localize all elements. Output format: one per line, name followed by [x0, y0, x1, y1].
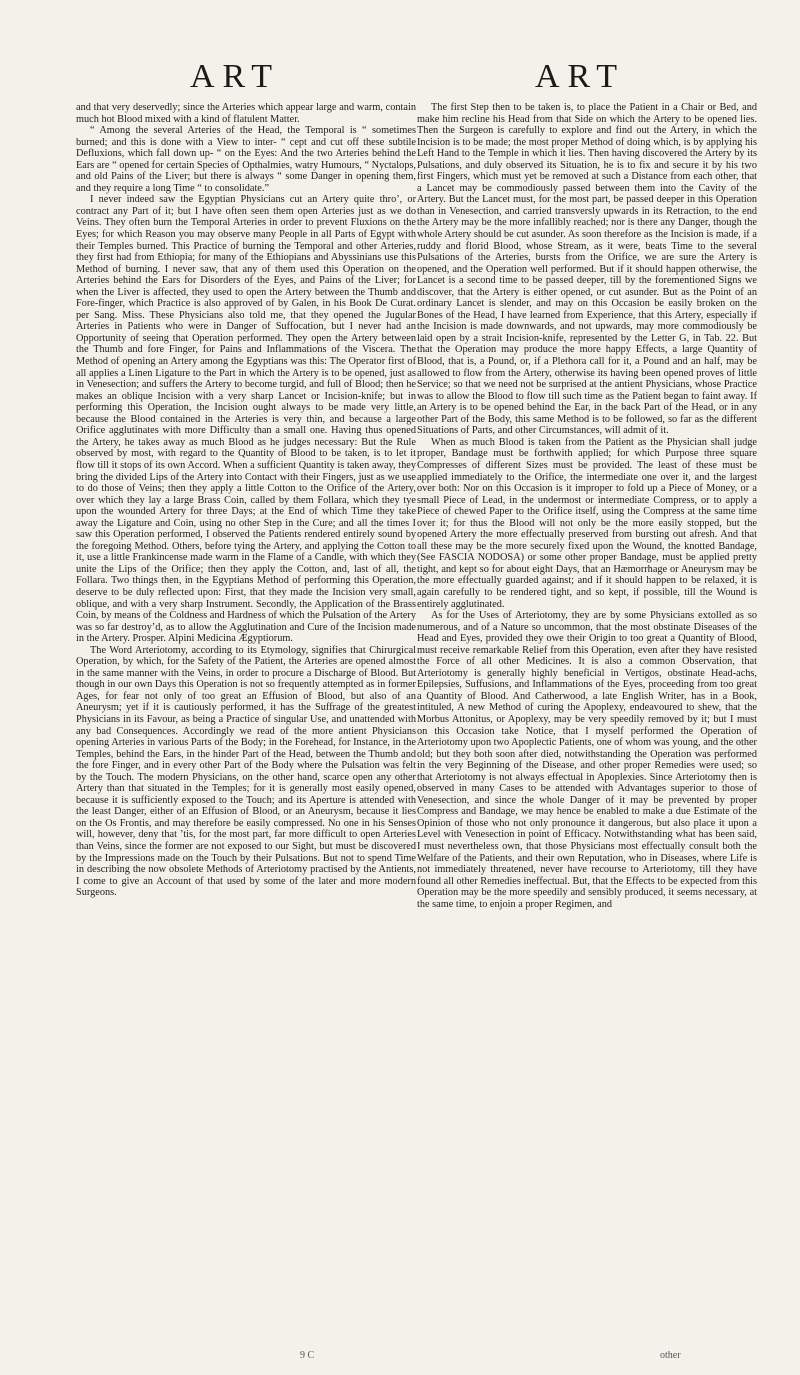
paragraph: “ Among the several Arteries of the Head, the Temporal is “ sometimes burned; and this is done with a View to inter- “ cept and cut off these subtile Defluxions, which fall down up- “ on the Eyes: And the two Arteries behind the Ears are “ opened for certain Species of Opthalmies, watry Humours, “ Nyctalops, and old Pains of the Liver; but there is always “ some Danger in opening them, and they require a long Time “ to consolidate.”: [76, 125, 416, 194]
running-head: [0, 58, 800, 98]
paragraph: I never indeed saw the Egyptian Physicians cut an Artery quite thro’, or contract any Part of it; but I have often seen them open Arteries just as we do Veins. They often burn the Temporal Arteries in order to prevent Fluxions on the Eyes; for which Reason you may observe many People in all Parts of Egypt with their Temples burned. This Practice of burning the Temporal and other Arteries, they first had from Ethiopia; for many of the Ethiopians and Abyssinians use this Method of burning. I never saw, that any of them used this Operation on the Arteries behind the Ears for Disorders of the Eyes, and Pains of the Liver; for when the Liver is affected, they used to open the Artery between the Thumb and Fore-finger, which Practice is also approved of by Galen, in his Book De Curat. per Sang. Miss. These Physicians also told me, that they opened the Jugular Arteries in Patients who were in Danger of Suffocation, but I never had an Opportunity of seeing that Operation performed. They open the Artery between the Thumb and fore Finger, for Pains and Inflammations of the Viscera. The Method of opening an Artery among the Egyptians was this: The Operator first of all applies a Linen Ligature to the Part in which the Artery is to be opened, just as in Venesection; and suffers the Artery to become turgid, and full of Blood; then he makes an oblique Incision with a very sharp Lancet or Incision-knife; but in performing this Operation, the Incision ought always to be made very little, because the Blood contained in the Arteries is very thin, and because a large Orifice agglutinates with more Difficulty than a small one. Having thus opened the Artery, he takes away as much Blood as he judges necessary: But the Rule observed by most, with regard to the Quantity of Blood to be taken, is to let it flow till it stops of its own Accord. When a sufficient Quantity is taken away, they bring the divided Lips of the Artery into Contact with their Fingers, just as we use to do those of Veins; then they apply a little Cotton to the Orifice of the Artery, over which they lay a large Brass Coin, called by them Follara, which they tye upon the wounded Artery for three Days; at the End of which Time they take away the Ligature and Coin, using no other Step in the Cure; and all the times I saw this Operation performed, I observed the Patients rendered entirely sound by the foregoing Method. Others, before tying the Artery, and applying the Cotton to it, use a little Frankincense made warm in the Flame of a Candle, with which they unite the Lips of the Orifice; then they apply the Cotton, and, last of all, the Follara. Two things then, in the Egyptians Method of performing this Operation, deserve to be duly reflected upon: First, that they made the Incision very small, oblique, and with a very sharp Instrument. Secondly, the Application of the Brass Coin, by means of the Coldness and Hardness of which the Pulsation of the Artery was so far destroy’d, as to allow the Agglutination and Cure of the Incision made in the Artery. Prosper. Alpini Medicina Ægyptiorum.: [76, 194, 416, 645]
signature-mark: 9 C: [300, 1350, 315, 1361]
running-title-left: ART: [190, 58, 280, 95]
paragraph: As for the Uses of Arteriotomy, they are by some Physicians extolled as so numerous, and of a Nature so uncommon, that the most obstinate Diseases of the Head and Eyes, provided they owe their Origin to too great a Quantity of Blood, must receive remarkable Relief from this Operation, even after they have resisted the Force of all other Medicines. It is also a common Observation, that Arteriotomy is generally highly beneficial in Vertigos, obstinate Head-achs, Epilepsies, Suffusions, and Inflammations of the Eyes, proceeding from too great a Quantity of Blood. And Catherwood, a late English Writer, has in a Book, intituled, A new Method of curing the Apoplexy, endeavoured to shew, that the Morbus Attonitus, or Apoplexy, may be very speedily removed by it; but I must on this Occasion take Notice, that I myself performed the Operation of Arteriotomy upon two Apoplectic Patients, one of whom was young, and the other old; but they both soon after died, notwithstanding the Operation was performed in the very Beginning of the Disease, and other proper Remedies were used; so that Arteriotomy is not always effectual in Apoplexies. Since Arteriotomy then is observed in many Cases to be attended with Advantages superior to those of Venesection, and since the whole Danger of it may be prevented by proper Compress and Bandage, we may hence be enabled to make a due Estimate of the Opinion of those who not only pronounce it dangerous, but also place it upon a Level with Venesection in point of Efficacy. Notwithstanding what has been said, I must nevertheless own, that those Physicians most effectually consult both the Welfare of the Patients, and their own Reputation, who in Diseases, where Life is not immediately threatened, never have recourse to Arteriotomy, till they have found all other Remedies ineffectual. But, that the Effects to be expected from this Operation may be the more speedily and sensibly produced, it seems necessary, at the same time, to enjoin a proper Regimen, and: [417, 610, 757, 910]
paragraph: The first Step then to be taken is, to place the Patient in a Chair or Bed, and make him recline his Head from that Side on which the Artery to be opened lies. Then the Surgeon is carefully to explore and find out the Artery, in which the Incision is to be made; the most proper Method of doing which, is by applying his Left Hand to the Temple in which it lies. Then having discovered the Artery by its Pulsations, and duly observed its Situation, he is to fix and secure it by his two first Fingers, which must yet be removed at such a Distance from each other, that a Lancet may be commodiously passed between them into the Cavity of the Artery. But the Lancet must, for the most part, be passed deeper in this Operation than in Venesection, and carried transversly upwards in its Retraction, to the end the Artery may be the more infallibly reached; nor is there any Danger, though the whole Artery should be cut asunder. As soon therefore as the Incision is made, if a ruddy and florid Blood, whose Stream, as it were, beats Time to the several Pulsations of the Arteries, bursts from the Orifice, we are sure the Artery is opened, and the Operation well performed. But if it should happen otherwise, the Lancet is a second time to be passed deeper, till by the forementioned Signs we discover, that the Artery is either opened, or cut asunder. But as the Point of an ordinary Lancet is slender, and may on this Occasion be easily broken on the Bones of the Head, I have learned from Experience, that this Artery, especially if the Incision is made downwards, and not upwards, may more commodiously be laid open by a strait Incision-knife, represented by the Letter G, in Tab. 22. But that the Operation may produce the more happy Effects, a large Quantity of Blood, that is, a Pound, or, if a Plethora call for it, a Pound and an half, may be allowed to flow from the Artery, otherwise its having been opened proves of little Service; so that we need not be surprised at the antient Physicians, whose Practice was to allow the Blood to flow till such time as the Patient began to faint away. If an Artery is to be opened behind the Ear, in the back Part of the Head, or in any other Part of the Body, this same Method is to be followed, so far as the different Situations of Parts, and other Circumstances, will admit of it.: [417, 102, 757, 437]
right-column: [417, 102, 757, 910]
running-title-right: ART: [535, 58, 625, 95]
paragraph: and that very deservedly; since the Arteries which appear large and warm, contain much hot Blood mixed with a kind of flatulent Matter.: [76, 102, 416, 125]
paragraph: When as much Blood is taken from the Patient as the Physician shall judge proper, Bandage must be forthwith applied; for which Purpose three square Compresses of different Sizes must be provided. The least of these must be applied immediately to the Orifice, the intermediate one over it, and the largest over both: Nor on this Occasion is it improper to fold up a Piece of Money, or a small Piece of Lead, in the undermost or intermediate Compress, or to apply a Piece of chewed Paper to the Orifice itself, using the Compress at the same time over it; for thus the Blood will not only be the more easily stopped, but the opened Artery the more effectually preserved from bursting out afresh. And that all these may be the more securely fixed upon the Wound, the knotted Bandage, (See FASCIA NODOSA) or some other proper Bandage, must be applied pretty tight, and kept so for about eight Days, that an Hæmorrhage or Aneurysm may be the more effectually guarded against; and if it should happen to be relaxed, it is again carefully to be rendered tight, and so kept, if possible, till the Wound is entirely agglutinated.: [417, 436, 757, 610]
left-column: [76, 102, 416, 899]
catchword: other: [660, 1350, 681, 1361]
paragraph: The Word Arteriotomy, according to its Etymology, signifies that Chirurgical Operation, by which, for the Safety of the Patient, the Arteries are opened almost in the same manner with the Veins, in order to procure a Discharge of Blood. But though in our own Days this Operation is not so frequently attempted as in former Ages, for fear not only of too great an Effusion of Blood, but also of an Aneurysm; yet if it is cautiously performed, it has the Suffrage of the greatest Physicians in its Favour, as being a Practice of singular Use, and unattended with any bad Consequences. Accordingly we read of the more antient Physicians opening Arteries in various Parts of the Body; in the Forehead, for Instance, in the Temples, behind the Ears, in the hinder Part of the Head, between the Thumb and the fore Finger, and in every other Part of the Body where the Pulsation was felt by the Touch. The modern Physicians, on the other hand, scarce open any other Artery than that situated in the Temples; for it is generally most easily opened, because it is sufficiently exposed to the Touch; and its Aperture is attended with the least Danger, either of an Effusion of Blood, or an Aneurysm, because it lies on the Os Frontis, and may therefore be easily compressed. No one in his Senses will, however, deny that ’tis, for the most part, far more difficult to open Arteries than Veins, since the former are not exposed to our Sight, but must be discovered by the Impressions made on the Touch by their Pulsations. But not to spend Time in describing the now obsolete Methods of Arteriotomy practised by the Antients, I come to give an Account of that used by some of the later and more modern Surgeons.: [76, 644, 416, 899]
